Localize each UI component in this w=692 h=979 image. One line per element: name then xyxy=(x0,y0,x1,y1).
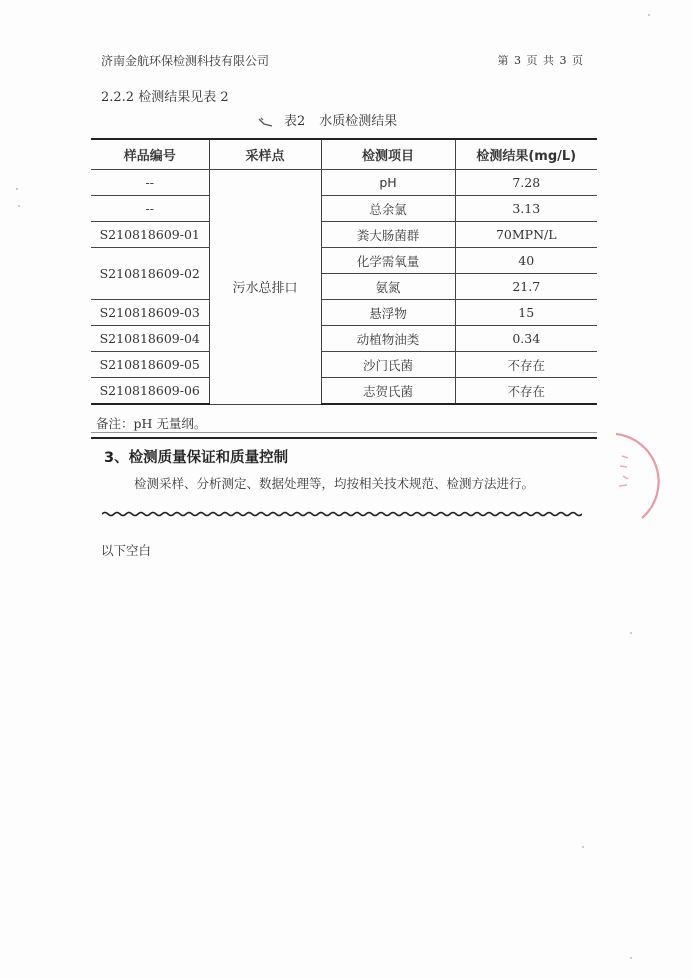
scan-speck xyxy=(582,846,584,848)
test-result-cell: 40 xyxy=(455,248,597,274)
section3-paragraph: 检测采样、分析测定、数据处理等，均按相关技术规范、检测方法进行。 xyxy=(134,476,535,491)
test-result-cell: 70MPN/L xyxy=(455,222,597,248)
sample-id-cell: -- xyxy=(91,196,209,222)
results-table xyxy=(91,138,597,405)
test-item-cell: 沙门氏菌 xyxy=(321,352,455,378)
test-result-cell: 不存在 xyxy=(455,378,597,405)
table-row xyxy=(91,222,597,248)
test-item-cell: 志贺氏菌 xyxy=(321,378,455,405)
sample-id-cell: S210818609-06 xyxy=(91,378,209,405)
table-row xyxy=(91,170,597,196)
test-result-cell: 不存在 xyxy=(455,352,597,378)
test-item-cell: 动植物油类 xyxy=(321,326,455,352)
sampling-site-cell: 污水总排口 xyxy=(209,170,321,405)
sample-id-cell: S210818609-02 xyxy=(91,248,209,300)
table-row xyxy=(91,196,597,222)
scan-speck xyxy=(18,205,20,207)
table-row xyxy=(91,378,597,405)
table-caption xyxy=(258,110,397,129)
column-header-sampling-site: 采样点 xyxy=(209,139,321,170)
sample-id-cell: -- xyxy=(91,170,209,196)
table-note: 备注：pH 无量纲。 xyxy=(96,416,207,431)
end-of-report-note: 以下空白 xyxy=(101,543,152,558)
test-result-cell: 7.28 xyxy=(455,170,597,196)
section-divider xyxy=(91,437,597,439)
sample-id-cell: S210818609-04 xyxy=(91,326,209,352)
section3-heading: 3、检测质量保证和质量控制 xyxy=(104,450,289,466)
table-row xyxy=(91,248,597,274)
scan-speck xyxy=(648,14,650,16)
test-result-cell: 0.34 xyxy=(455,326,597,352)
scan-speck xyxy=(16,188,18,190)
test-item-cell: 氨氮 xyxy=(321,274,455,300)
scan-speck xyxy=(630,957,632,959)
test-result-cell: 3.13 xyxy=(455,196,597,222)
test-item-cell: 化学需氧量 xyxy=(321,248,455,274)
test-result-cell: 21.7 xyxy=(455,274,597,300)
company-name: 济南金航环保检测科技有限公司 xyxy=(101,54,270,68)
scan-speck xyxy=(630,632,632,634)
wavy-divider xyxy=(102,510,582,518)
table-number: 表2 xyxy=(284,114,306,129)
seal-stamp-icon xyxy=(608,426,668,526)
pen-mark-icon xyxy=(258,117,274,127)
test-item-cell: 总余氯 xyxy=(321,196,455,222)
test-item-cell: pH xyxy=(321,170,455,196)
sample-id-cell: S210818609-03 xyxy=(91,300,209,326)
test-item-cell: 悬浮物 xyxy=(321,300,455,326)
sample-id-cell: S210818609-05 xyxy=(91,352,209,378)
table-header-row xyxy=(91,139,597,170)
column-header-test-result: 检测结果(mg/L) xyxy=(455,139,597,170)
table-row xyxy=(91,326,597,352)
note-divider xyxy=(91,432,597,433)
section-reference: 2.2.2 检测结果见表 2 xyxy=(101,90,229,105)
page-indicator: 第 3 页 共 3 页 xyxy=(497,54,584,67)
test-result-cell: 15 xyxy=(455,300,597,326)
table-title: 水质检测结果 xyxy=(319,114,398,129)
test-item-cell: 粪大肠菌群 xyxy=(321,222,455,248)
column-header-test-item: 检测项目 xyxy=(321,139,455,170)
table-row xyxy=(91,352,597,378)
table-row xyxy=(91,300,597,326)
column-header-sample-id: 样品编号 xyxy=(91,139,209,170)
sample-id-cell: S210818609-01 xyxy=(91,222,209,248)
